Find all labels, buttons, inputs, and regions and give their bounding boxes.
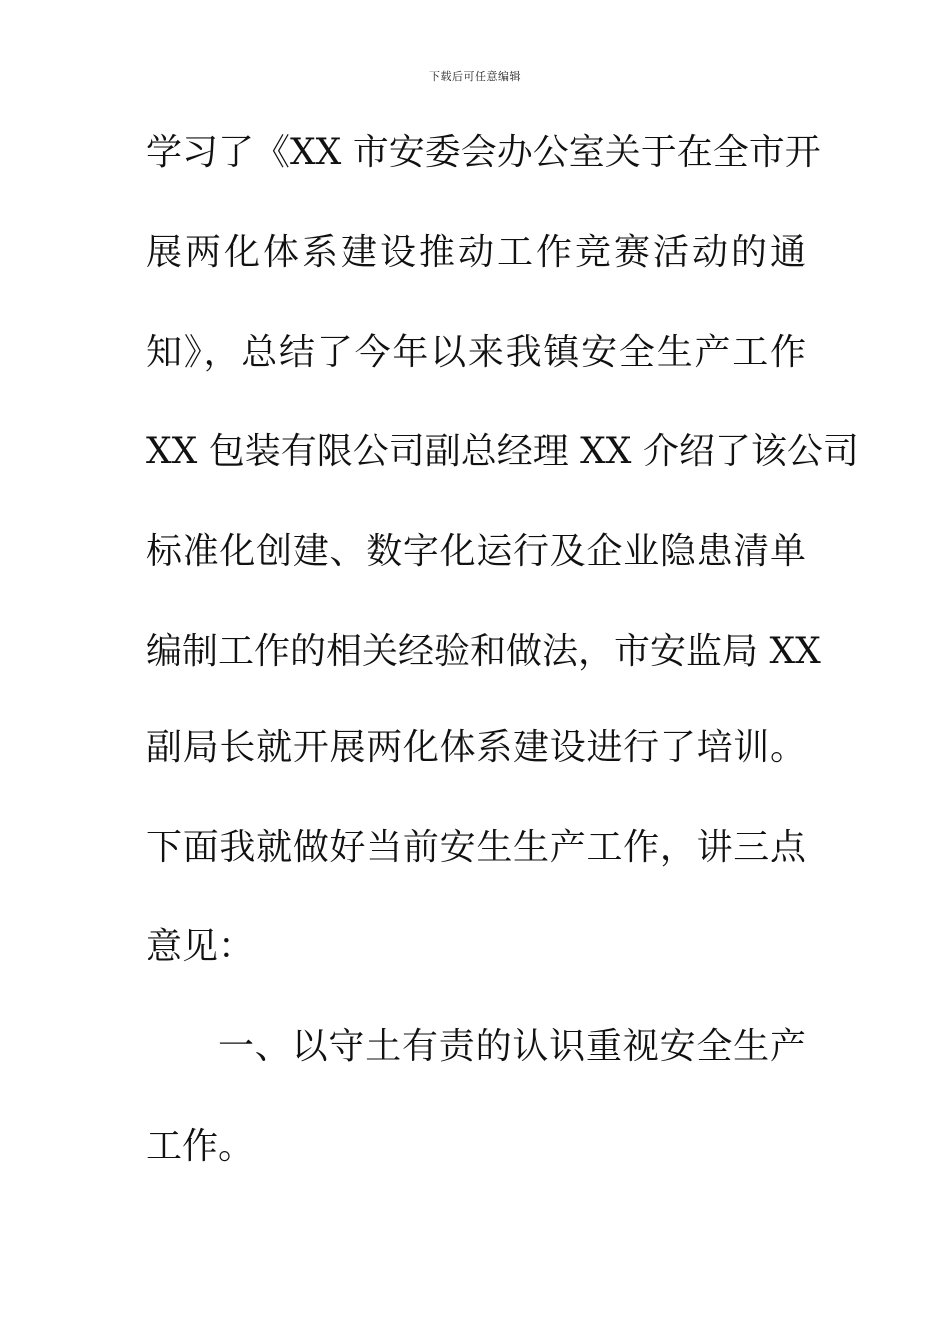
section-heading-continued: 工作。 bbox=[146, 1126, 255, 1167]
body-line: 意见： bbox=[146, 926, 255, 967]
body-line: 下面我就做好当前安生生产工作，讲三点 bbox=[146, 827, 806, 868]
body-line: 展两化体系建设推动工作竞赛活动的通 bbox=[146, 232, 806, 273]
body-line: 编制工作的相关经验和做法，市安监局 XX bbox=[146, 631, 821, 672]
page-header: 下载后可任意编辑 bbox=[429, 70, 521, 83]
section-heading: 一、以守土有责的认识重视安全生产 bbox=[218, 1026, 806, 1067]
body-line: 学习了《XX 市安委会办公室关于在全市开 bbox=[146, 132, 821, 173]
body-line: XX 包装有限公司副总经理 XX 介绍了该公司 bbox=[146, 431, 859, 472]
body-line: 标准化创建、数字化运行及企业隐患清单 bbox=[146, 531, 806, 572]
body-line: 知》，总结了今年以来我镇安全生产工作 bbox=[146, 332, 806, 373]
body-line: 副局长就开展两化体系建设进行了培训。 bbox=[146, 727, 806, 768]
